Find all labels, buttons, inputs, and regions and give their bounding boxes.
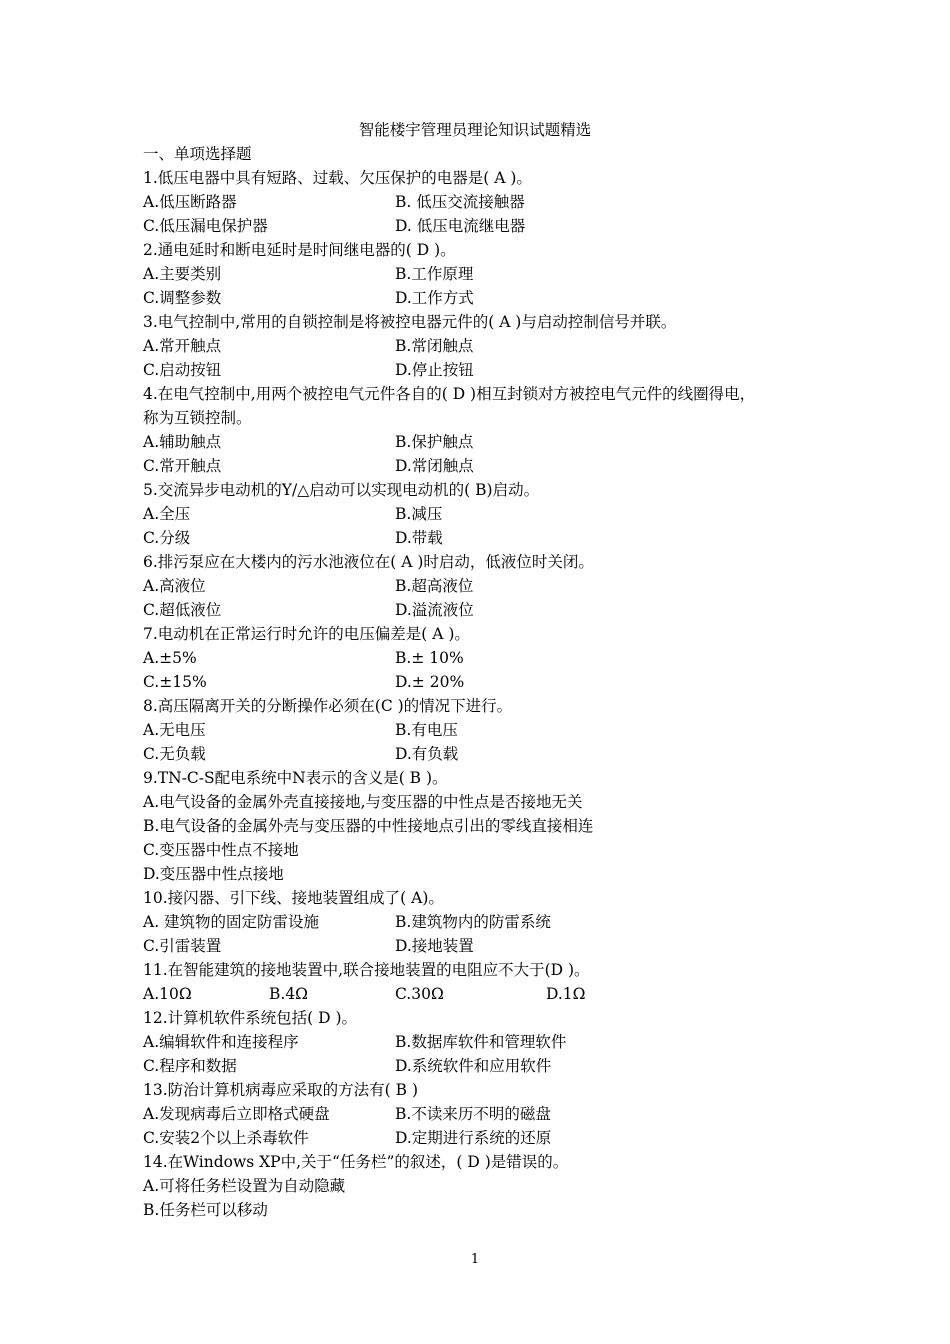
options-row <box>143 214 823 238</box>
option-b: B.常闭触点 <box>395 337 474 355</box>
options-row <box>143 598 823 622</box>
option-d: D.工作方式 <box>395 289 474 307</box>
option-b: B.保护触点 <box>395 433 474 451</box>
question-13: 13.防治计算机病毒应采取的方法有( B ) <box>143 1081 418 1099</box>
page-number: 1 <box>470 1252 480 1267</box>
option-c: C.30Ω <box>395 985 444 1003</box>
option-a: A.全压 <box>143 505 191 523</box>
question-10: 10.接闪器、引下线、接地装置组成了( A)。 <box>143 889 444 907</box>
options-row <box>143 670 823 694</box>
options-row <box>143 526 823 550</box>
question-7: 7.电动机在正常运行时允许的电压偏差是( A )。 <box>143 625 470 643</box>
document-title: 智能楼宇管理员理论知识试题精选 <box>358 121 592 139</box>
option-c: C.程序和数据 <box>143 1057 237 1075</box>
option-a: A.发现病毒后立即格式硬盘 <box>143 1105 330 1123</box>
option-d: D.带载 <box>395 529 443 547</box>
option-d: D.溢流液位 <box>395 601 474 619</box>
option-b: B. 低压交流接触器 <box>395 193 525 211</box>
option-c: C.变压器中性点不接地 <box>143 841 299 859</box>
question-11: 11.在智能建筑的接地装置中,联合接地装置的电阻应不大于(D )。 <box>143 961 590 979</box>
option-a: A.电气设备的金属外壳直接接地,与变压器的中性点是否接地无关 <box>143 793 583 811</box>
options-row <box>143 742 823 766</box>
options-row <box>143 430 823 454</box>
option-d: D.定期进行系统的还原 <box>395 1129 552 1147</box>
options-row <box>143 646 823 670</box>
question-list <box>143 142 823 1222</box>
options-row <box>143 286 823 310</box>
option-c: C.调整参数 <box>143 289 222 307</box>
option-c: C.±15% <box>143 673 207 691</box>
option-d: D.1Ω <box>546 985 586 1003</box>
options-row <box>143 574 823 598</box>
options-row <box>143 934 823 958</box>
option-b: B.超高液位 <box>395 577 474 595</box>
question-8: 8.高压隔离开关的分断操作必须在(C )的情况下进行。 <box>143 697 513 715</box>
option-c: C.低压漏电保护器 <box>143 217 268 235</box>
option-b: B.电气设备的金属外壳与变压器的中性接地点引出的零线直接相连 <box>143 817 594 835</box>
options-row <box>143 1030 823 1054</box>
option-a: A.低压断路器 <box>143 193 237 211</box>
option-b: B.建筑物内的防雷系统 <box>395 913 551 931</box>
option-c: C.安装2个以上杀毒软件 <box>143 1129 309 1147</box>
option-a: A.高液位 <box>143 577 206 595</box>
option-a: A.主要类别 <box>143 265 222 283</box>
question-3: 3.电气控制中,常用的自锁控制是将被控电器元件的( A )与启动控制信号并联。 <box>143 313 677 331</box>
option-d: D.± 20% <box>395 673 465 691</box>
question-12: 12.计算机软件系统包括( D )。 <box>143 1009 358 1027</box>
option-c: C.超低液位 <box>143 601 222 619</box>
options-row <box>143 358 823 382</box>
options-row <box>143 334 823 358</box>
options-row <box>143 262 823 286</box>
option-d: D.变压器中性点接地 <box>143 865 284 883</box>
options-row <box>143 502 823 526</box>
options-row <box>143 190 823 214</box>
section-heading: 一、单项选择题 <box>143 145 252 163</box>
option-b: B.减压 <box>395 505 443 523</box>
option-b: B.工作原理 <box>395 265 474 283</box>
options-row <box>143 1126 823 1150</box>
option-a: A.±5% <box>143 649 197 667</box>
options-row <box>143 910 823 934</box>
option-b: B.数据库软件和管理软件 <box>395 1033 567 1051</box>
option-c: C.启动按钮 <box>143 361 222 379</box>
option-a: A.可将任务栏设置为自动隐藏 <box>143 1177 346 1195</box>
options-row <box>143 454 823 478</box>
option-d: D.接地装置 <box>395 937 474 955</box>
options-row <box>143 982 823 1006</box>
question-2: 2.通电延时和断电延时是时间继电器的( D )。 <box>143 241 456 259</box>
option-c: C.分级 <box>143 529 191 547</box>
option-b: B.± 10% <box>395 649 464 667</box>
question-5: 5.交流异步电动机的Y/△启动可以实现电动机的( B)启动。 <box>143 481 540 499</box>
options-row <box>143 1054 823 1078</box>
options-row <box>143 718 823 742</box>
option-b: B.4Ω <box>269 985 309 1003</box>
option-c: C.引雷装置 <box>143 937 222 955</box>
question-4-continued: 称为互锁控制。 <box>143 409 252 427</box>
option-d: D.系统软件和应用软件 <box>395 1057 552 1075</box>
option-d: D.停止按钮 <box>395 361 474 379</box>
option-b: B.不读来历不明的磁盘 <box>395 1105 551 1123</box>
question-6: 6.排污泵应在大楼内的污水池液位在( A )时启动，低液位时关闭。 <box>143 553 594 571</box>
question-14: 14.在Windows XP中,关于“任务栏”的叙述，( D )是错误的。 <box>143 1153 569 1171</box>
option-a: A. 建筑物的固定防雷设施 <box>143 913 320 931</box>
option-c: C.无负载 <box>143 745 206 763</box>
option-d: D.有负载 <box>395 745 459 763</box>
option-b: B.任务栏可以移动 <box>143 1201 268 1219</box>
question-9: 9.TN-C-S配电系统中N表示的含义是( B )。 <box>143 769 448 787</box>
option-a: A.10Ω <box>143 985 192 1003</box>
option-a: A.无电压 <box>143 721 206 739</box>
option-b: B.有电压 <box>395 721 458 739</box>
option-a: A.辅助触点 <box>143 433 222 451</box>
option-c: C.常开触点 <box>143 457 222 475</box>
question-1: 1.低压电器中具有短路、过载、欠压保护的电器是( A )。 <box>143 169 532 187</box>
option-a: A.常开触点 <box>143 337 222 355</box>
option-d: D.常闭触点 <box>395 457 474 475</box>
option-d: D. 低压电流继电器 <box>395 217 526 235</box>
options-row <box>143 1102 823 1126</box>
option-a: A.编辑软件和连接程序 <box>143 1033 299 1051</box>
question-4: 4.在电气控制中,用两个被控电气元件各自的( D )相互封锁对方被控电气元件的线圈得电， <box>143 385 756 403</box>
